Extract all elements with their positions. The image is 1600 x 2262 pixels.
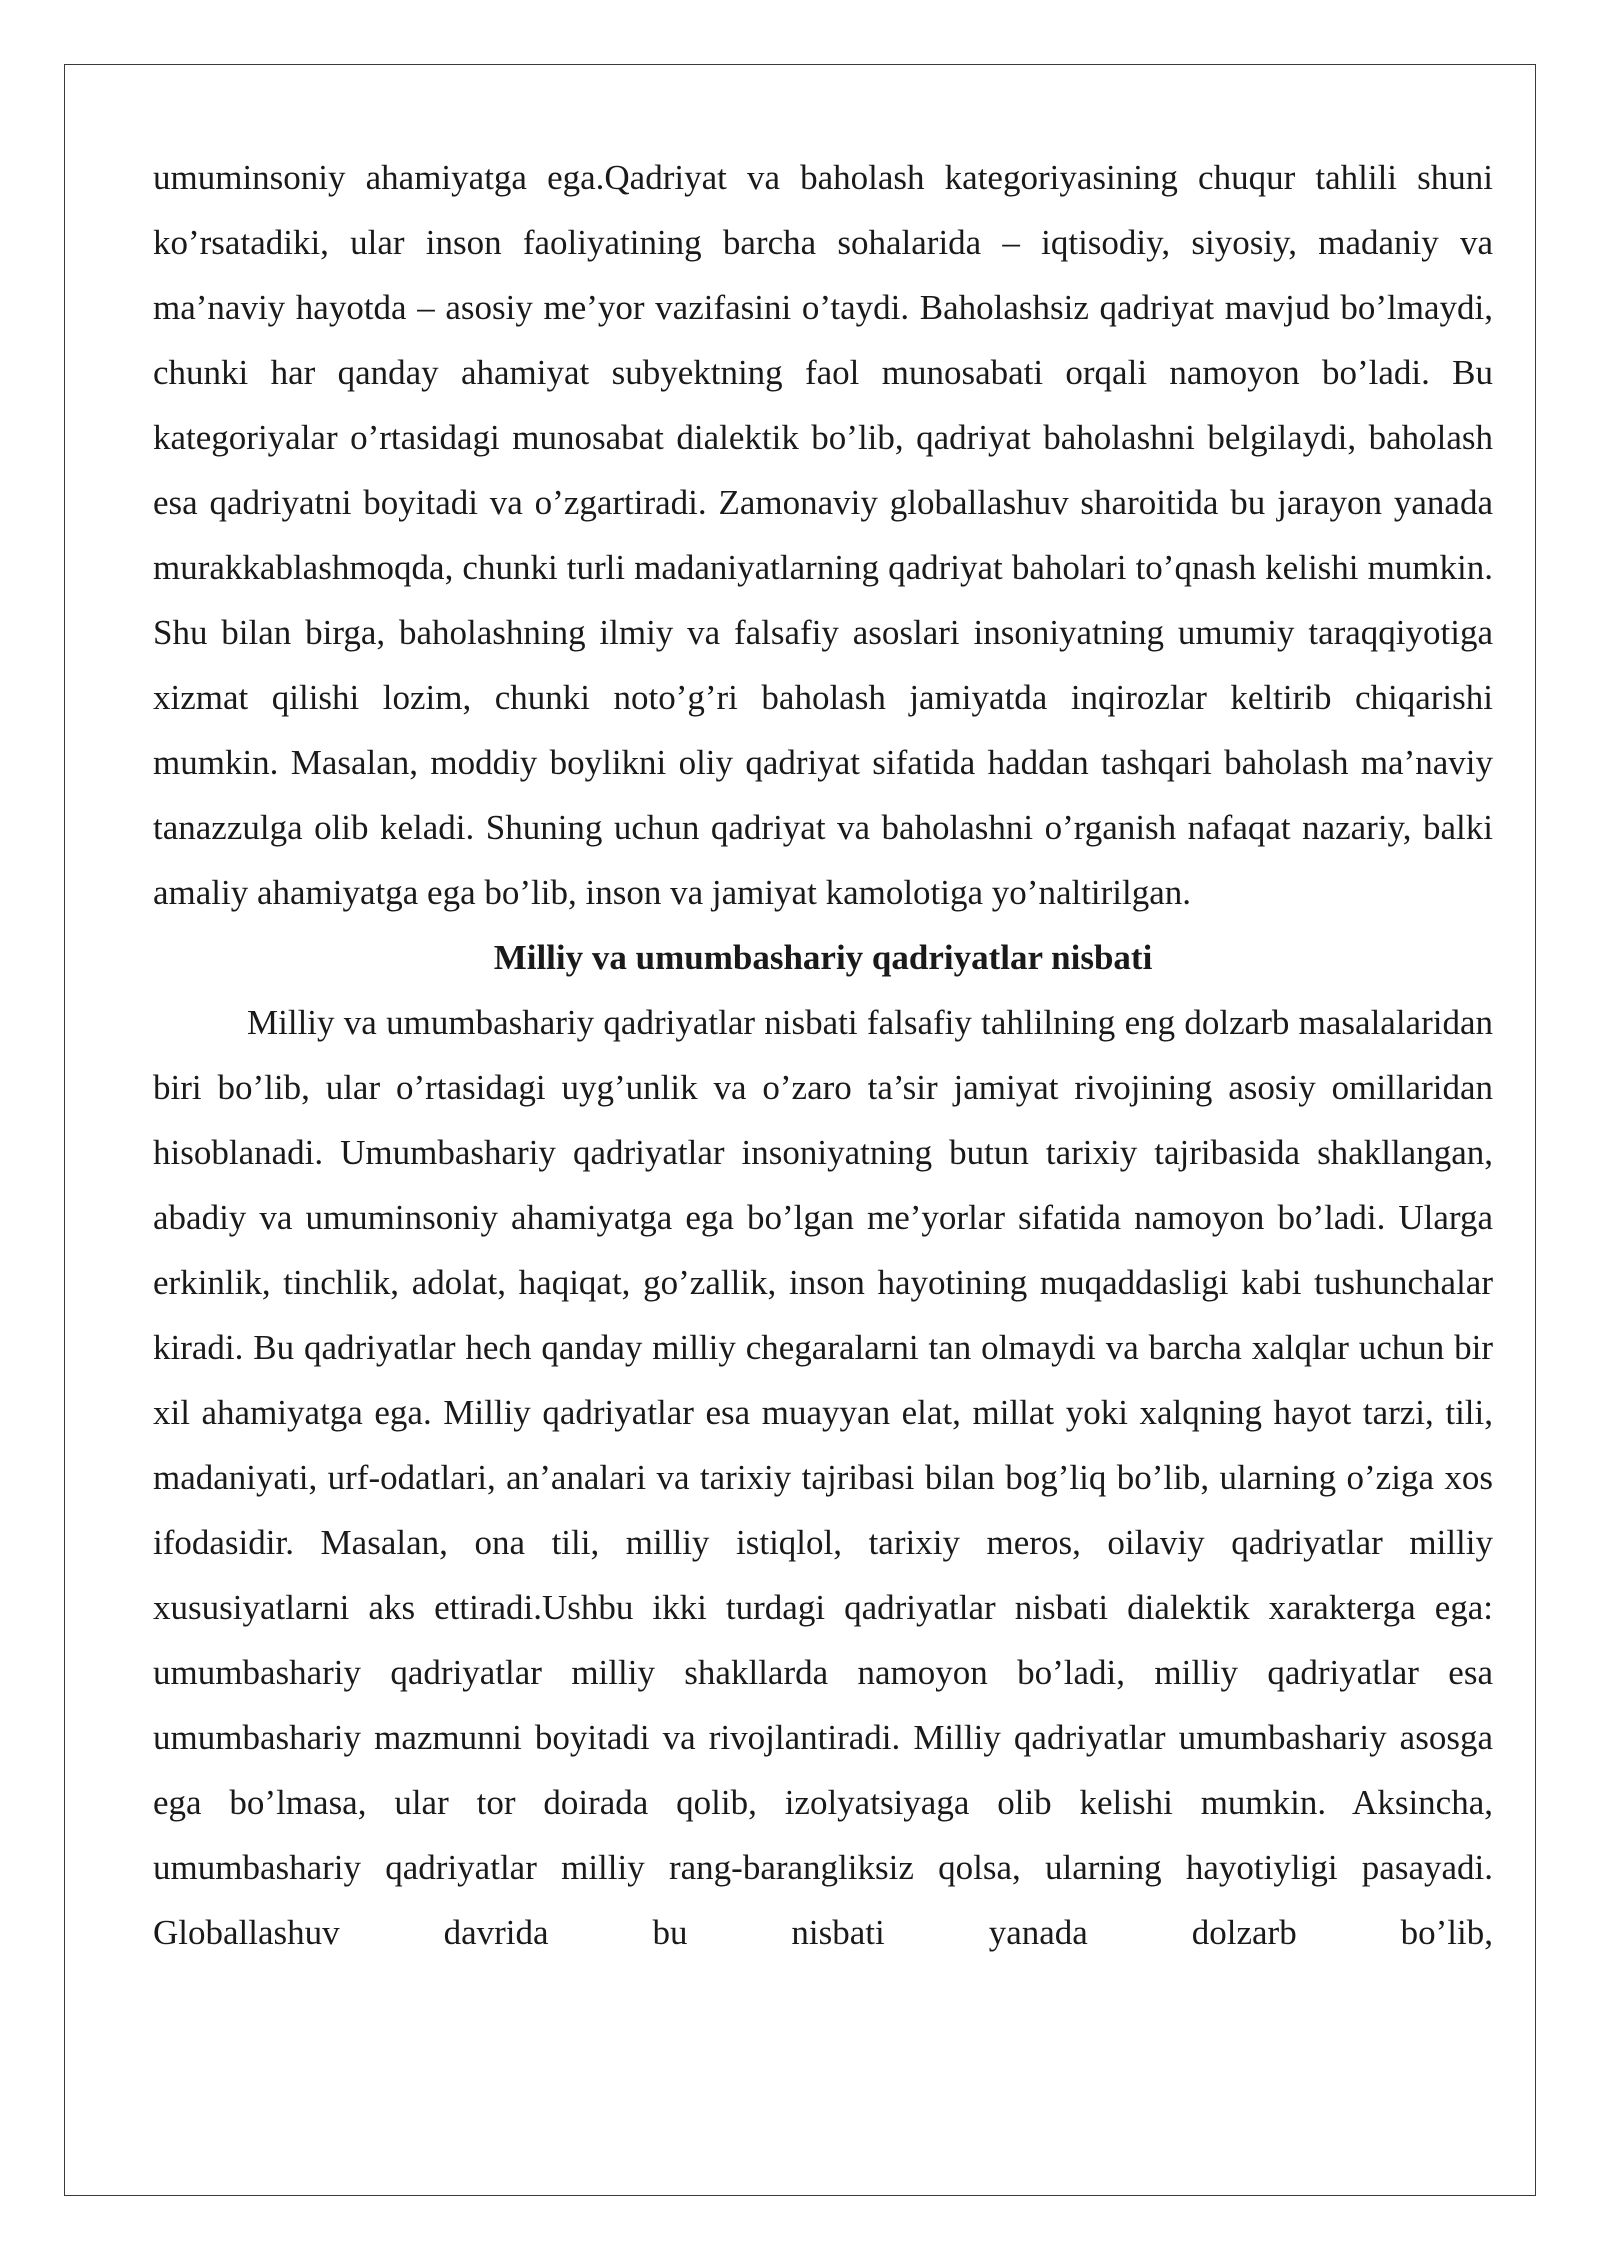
section-heading: Milliy va umumbashariy qadriyatlar nisbati xyxy=(493,938,1153,977)
body-paragraph-continued: umuminsoniy ahamiyatga ega.Qadriyat va baholash kategoriyasining chuqur tahlili shuni ko’rsatadiki, ular inson faoliyatining barcha sohalarida – iqtisodiy, siyosiy, madaniy va ma’naviy hayotda – asosiy me’yor vazifasini o’taydi. Baholashsiz qadriyat mavjud bo’lmaydi, chunki har qanday ahamiyat subyektning faol munosabati orqali namoyon bo’ladi. Bu kategoriyalar o’rtasidagi munosabat dialektik bo’lib, qadriyat baholashni belgilaydi, baholash esa qadriyatni boyitadi va o’zgartiradi. Zamonaviy globallashuv sharoitida bu jarayon yanada murakkablashmoqda, chunki turli madaniyatlarning qadriyat baholari to’qnash kelishi mumkin. Shu bilan birga, baholashning ilmiy va falsafiy asoslari insoniyatning umumiy taraqqiyotiga xizmat qilishi lozim, chunki noto’g’ri baholash jamiyatda inqirozlar keltirib chiqarishi mumkin. Masalan, moddiy boylikni oliy qadriyat sifatida haddan tashqari baholash ma’naviy tanazzulga olib keladi. Shuning uchun qadriyat va baholashni o’rganish nafaqat nazariy, balki amaliy ahamiyatga ega bo’lib, inson va jamiyat kamolotiga yo’naltirilgan. xyxy=(153,158,1493,912)
body-paragraph-section: Milliy va umumbashariy qadriyatlar nisbati falsafiy tahlilning eng dolzarb masalalaridan biri bo’lib, ular o’rtasidagi uyg’unlik va o’zaro ta’sir jamiyat rivojining asosiy omillaridan hisoblanadi. Umumbashariy qadriyatlar insoniyatning butun tarixiy tajribasida shakllangan, abadiy va umuminsoniy ahamiyatga ega bo’lgan me’yorlar sifatida namoyon bo’ladi. Ularga erkinlik, tinchlik, adolat, haqiqat, go’zallik, inson hayotining muqaddasligi kabi tushunchalar kiradi. Bu qadriyatlar hech qanday milliy chegaralarni tan olmaydi va barcha xalqlar uchun bir xil ahamiyatga ega. Milliy qadriyatlar esa muayyan elat, millat yoki xalqning hayot tarzi, tili, madaniyati, urf-odatlari, an’analari va tarixiy tajribasi bilan bog’liq bo’lib, ularning o’ziga xos ifodasidir. Masalan, ona tili, milliy istiqlol, tarixiy meros, oilaviy qadriyatlar milliy xususiyatlarni aks ettiradi.Ushbu ikki turdagi qadriyatlar nisbati dialektik xarakterga ega: umumbashariy qadriyatlar milliy shakllarda namoyon bo’ladi, milliy qadriyatlar esa umumbashariy mazmunni boyitadi va rivojlantiradi. Milliy qadriyatlar umumbashariy asosga ega bo’lmasa, ular tor doirada qolib, izolyatsiyaga olib kelishi mumkin. Aksincha, umumbashariy qadriyatlar milliy rang-barangliksiz qolsa, ularning hayotiyligi pasayadi. Globallashuv davrida bu nisbati yanada dolzarb bo’lib, xyxy=(153,1003,1493,1952)
document-body xyxy=(153,145,1493,1965)
